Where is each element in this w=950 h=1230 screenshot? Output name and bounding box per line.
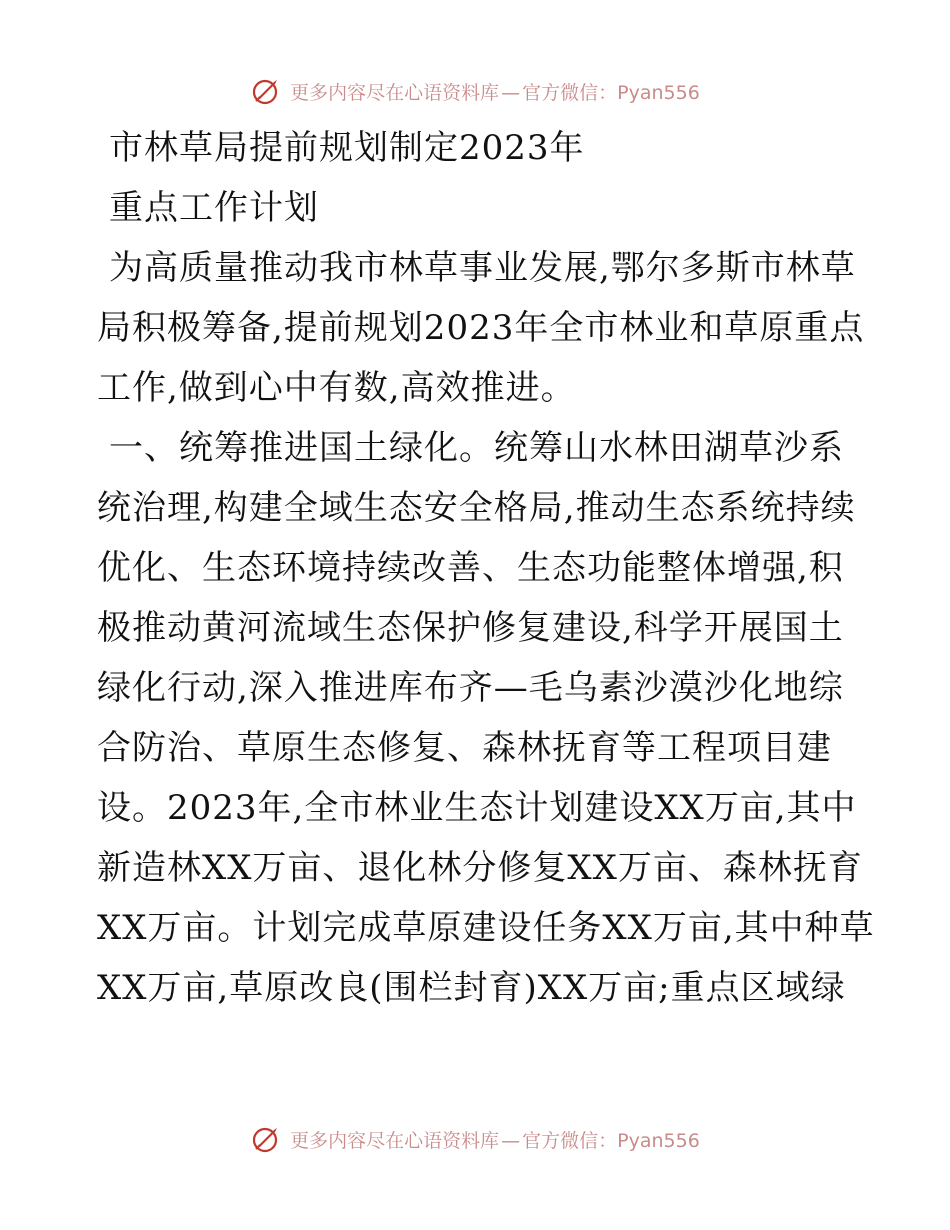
header-watermark [0,76,950,106]
watermark-wechat-text: 官方微信：Pyan556 [522,1129,700,1152]
intro-line: 为高质量推动我市林草事业发展,鄂尔多斯市林草 [109,248,856,288]
section1-line: 一、统筹推进国土绿化。统筹山水林田湖草沙系 [109,428,844,468]
watermark-main-text: 更多内容尽在心语资料库 [290,81,500,104]
intro-line: 工作,做到心中有数,高效推进。 [97,368,576,408]
section1-line: 新造林XX万亩、退化林分修复XX万亩、森林抚育 [97,848,863,888]
section1-line: 统治理,构建全域生态安全格局,推动生态系统持续 [97,488,856,528]
section1-line: 极推动黄河流域生态保护修复建设,科学开展国土 [97,608,844,648]
section1-line: 设。2023年,全市林业生态计划建设XX万亩,其中 [97,788,857,828]
watermark-text [290,78,700,105]
section1-line: 合防治、草原生态修复、森林抚育等工程项目建 [97,728,832,768]
watermark-text [290,1126,700,1153]
quill-pen-logo-icon [250,1124,284,1154]
title-line-2: 重点工作计划 [109,188,319,228]
watermark-dash: — [501,81,521,104]
section1-line: 优化、生态环境持续改善、生态功能整体增强,积 [97,548,844,588]
section1-line: XX万亩,草原改良(围栏封育)XX万亩;重点区域绿 [97,968,846,1008]
watermark-dash: — [501,1129,521,1152]
footer-watermark [0,1124,950,1154]
watermark-main-text: 更多内容尽在心语资料库 [290,1129,500,1152]
section1-line: XX万亩。计划完成草原建设任务XX万亩,其中种草 [97,908,875,948]
intro-line: 局积极筹备,提前规划2023年全市林业和草原重点 [97,308,865,348]
title-line-1: 市林草局提前规划制定2023年 [109,128,585,168]
quill-pen-logo-icon [250,76,284,106]
document-body [97,118,875,1018]
watermark-wechat-text: 官方微信：Pyan556 [522,81,700,104]
section1-line: 绿化行动,深入推进库布齐—毛乌素沙漠沙化地综 [97,668,844,708]
